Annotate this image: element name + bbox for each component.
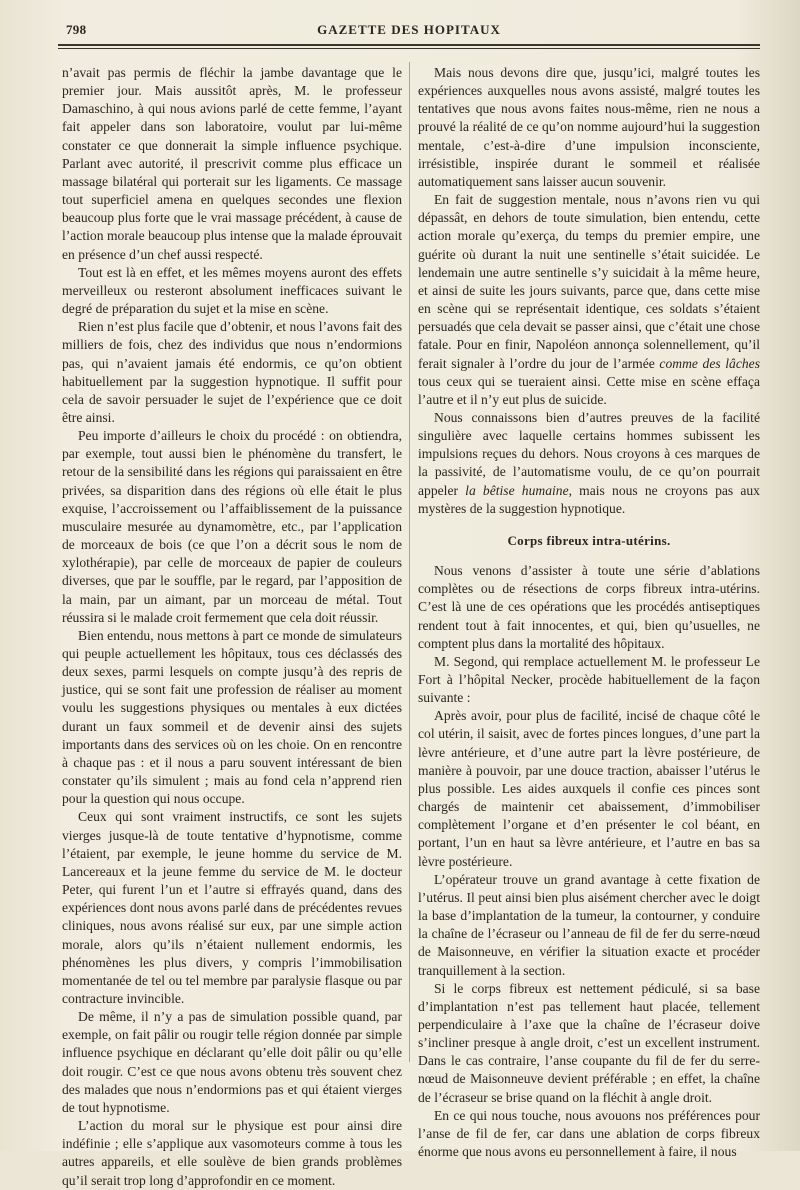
- header-rule-thin: [58, 48, 760, 49]
- paragraph: Bien entendu, nous mettons à part ce monde de simulateurs qui peuple actuellement les hôpitaux, tous ces déclassés des deux sexes, parmi lesquels on compte jusqu’à des repris de justice, qui se sont fait une profession de réaliser au moment voulu les suggestions physiques ou mentales à eux dictées durant un faux sommeil et de devenir ainsi des sujets importants dans des services où on les choie. On en rencontre à chaque pas : et il nous a paru souvent intéressant de bien constater qu’ils simulent ; mais au fond cela n’apprend rien pour la question qui nous occupe.: [62, 627, 402, 807]
- section-title: Corps fibreux intra-utérins.: [507, 532, 671, 548]
- italic-phrase: la bêtise humaine: [465, 482, 569, 498]
- paragraph: Ceux qui sont vraiment instructifs, ce sont les sujets vierges jusque-là de toute tentative d’hypnotisme, comme l’étaient, par exemple, le jeune homme du service de M. Lancereaux et la jeune femme du service de M. le docteur Peter, qui furent l’un et l’autre si effrayés quand, dans des expériences dont nous avons parlé dans de précédentes revues cliniques, nous avons réalisé sur eux, par une simple action morale, alors qu’ils n’étaient nullement endormis, les phénomènes les plus divers, y compris l’immobilisation momentanée de tel ou tel membre par paralysie flasque ou par contracture invincible.: [62, 809, 402, 1006]
- paragraph: n’avait pas permis de fléchir la jambe davantage que le premier jour. Mais aussitôt après, M. le professeur Damaschino, à qui nous avions parlé de cette femme, l’ayant fait appeler dans son laboratoire, voulut par lui-même constater ce que donnerait la simple influence psychique. Parlant avec autorité, il prescrivit comme plus efficace un massage bilatéral qui porterait sur les ligaments. Ce massage tout superficiel amena en quelques secondes une flexion beaucoup plus forte que le vrai massage précédent, à cause de l’action morale beaucoup plus intense que la malade éprouvait en présence d’un chef aussi respecté.: [62, 65, 402, 262]
- paragraph: Rien n’est plus facile que d’obtenir, et nous l’avons fait des milliers de fois, chez des individus que nous n’endormions pas, qui n’avaient jamais été endormis, ce qu’on obtient habituellement par la suggestion hypnotique. Il suffit pour cela de savoir persuader le sujet de l’expérience que ce doit être ainsi.: [62, 319, 402, 425]
- journal-title: GAZETTE DES HOPITAUX: [317, 22, 501, 37]
- paragraph-text: En fait de suggestion mentale, nous n’avons rien vu qui dépassât, en dehors de toute simulation, bien entendu, cette action morale qu’exerça, du temps du premier empire, une guérite où durant la nuit une sentinelle s’était suicidée. Le lendemain une autre sentinelle s’y suicidait à la même heure, et ainsi de suite les jours suivants, parce que, dans cette mise en scène qui se représentait identique, ces soldats s’étaient persuadés que cela devait se passer ainsi, que c’était une chose fatale. Pour en finir, Napoléon annonça solennellement, qu’il ferait signaler à l’ordre du jour de l’armée: [418, 192, 760, 371]
- paragraph: L’opérateur trouve un grand avantage à cette fixation de l’utérus. Il peut ainsi bien plus aisément chercher avec le doigt la base d’implantation de la tumeur, la contourner, y conduire la chaîne de l’écraseur ou l’anneau de fil de fer du serre-nœud de Maisonneuve, en vérifier la situation exacte et procéder tranquillement à la section.: [418, 871, 760, 978]
- paragraph-text: Nous connaissons bien d’autres preuves de la facilité singulière avec laquelle certains hommes subissent les impulsions reçues du dehors. Nous croyons à ces marques de la passivité, de l’automatisme voulu, de ce qu’on pourrait appeler: [418, 409, 760, 498]
- paragraph: Nous venons d’assister à toute une série d’ablations complètes ou de résections de corps fibreux intra-utérins. C’est là une de ces opérations que les procédés antiseptiques rendent tout à fait innocentes, et qui, bien qu’usuelles, ne comptent plus dans la mortalité des hôpitaux.: [418, 563, 760, 651]
- paragraph: [418, 409, 760, 518]
- column-divider: [409, 62, 410, 1062]
- paragraph: M. Segond, qui remplace actuellement M. le professeur Le Fort à l’hôpital Necker, procède habituellement de la façon suivante :: [418, 653, 760, 706]
- paragraph: L’action du moral sur le physique est pour ainsi dire indéfinie ; elle s’applique aux vasomoteurs comme à tous les autres appareils, et elle soulève de bien grands problèmes qu’il serait trop long d’approfondir en ce moment.: [62, 1118, 402, 1188]
- paragraph: En ce qui nous touche, nous avouons nos préférences pour l’anse de fil de fer, car dans une ablation de corps fibreux énorme que nous avons eu personnellement à faire, il nous: [418, 1107, 760, 1160]
- paragraph: [418, 191, 760, 409]
- left-column: [62, 64, 402, 1190]
- paragraph: De même, il n’y a pas de simulation possible quand, par exemple, on fait pâlir ou rougir telle région donnée par simple influence psychique en déclarant qu’elle doit pâlir ou qu’elle doit rougir. C’est ce que nous avons obtenu très souvent chez des malades que nous n’endormions pas et qui étaient vierges de tout hypnotisme.: [62, 1009, 402, 1115]
- paragraph: Après avoir, pour plus de facilité, incisé de chaque côté le col utérin, il saisit, avec de fortes pinces longues, d’une part la lèvre antérieure, et d’une autre part la lèvre postérieure, de manière à pouvoir, par une douce traction, abaisser l’utérus le plus possible. Les aides auxquels il confie ces pinces sont chargés de maintenir cet abaissement, d’immobiliser complètement l’organe et d’en présenter le col béant, en portant, l’un en haut sa lèvre antérieure, et l’autre en bas sa lèvre postérieure.: [418, 708, 760, 869]
- page-header: [58, 22, 760, 42]
- header-rule: [58, 44, 760, 46]
- italic-phrase: comme des lâches: [659, 355, 760, 371]
- paragraph: Mais nous devons dire que, jusqu’ici, malgré toutes les expériences auxquelles nous avons assisté, malgré toutes les tentatives que nous avons faites nous-même, rien ne nous a prouvé la réalité de ce qu’on nomme aujourd’hui la suggestion mentale, c’est-à-dire d’une impulsion inconsciente, irrésistible, inspirée durant le sommeil et réalisée automatiquement sans laisser aucun souvenir.: [418, 65, 760, 189]
- page-number: 798: [66, 22, 87, 37]
- paragraph: Tout est là en effet, et les mêmes moyens auront des effets merveilleux ou resteront absolument inefficaces suivant le degré de préparation du sujet et la mise en scène.: [62, 264, 402, 317]
- right-column: [418, 64, 760, 1161]
- paragraph: Si le corps fibreux est nettement pédiculé, si sa base d’implantation n’est pas tellement haut placée, tellement perpendiculaire à l’axe que la chaîne de l’écraseur doive s’incliner presque à angle droit, c’est un excellent instrument. Dans le cas contraire, l’anse coupante du fil de fer du serre-nœud de Maisonneuve devient préférable ; en effet, la chaîne de l’écraseur se brise quand on la fléchit à angle droit.: [418, 980, 760, 1105]
- paragraph-text: , mais nous ne croyons pas aux mystères de la suggestion hypnotique.: [418, 482, 760, 516]
- paragraph: Peu importe d’ailleurs le choix du procédé : on obtiendra, par exemple, tout aussi bien le phénomène du transfert, le retour de la sensibilité dans les régions qui paraissaient en être privées, sa disparition dans des régions où elle était le plus exquise, l’accroissement ou l’affaiblissement de la puissance musculaire mesurée au dynamomètre, etc., par l’application de morceaux de bois (ce que l’on a décrit sous le nom de xylothérapie), par celle de morceaux de papier de couleurs diverses, que par le souffle, par le regard, par l’apposition de la main, par un aimant, par un morceau de métal. Tout réussira si le malade croit fermement que cela doit réussir.: [62, 428, 402, 625]
- paragraph-text: tous ceux qui se tueraient ainsi. Cette mise en scène effaça l’autre et il n’y eut plus de suicide.: [418, 373, 760, 407]
